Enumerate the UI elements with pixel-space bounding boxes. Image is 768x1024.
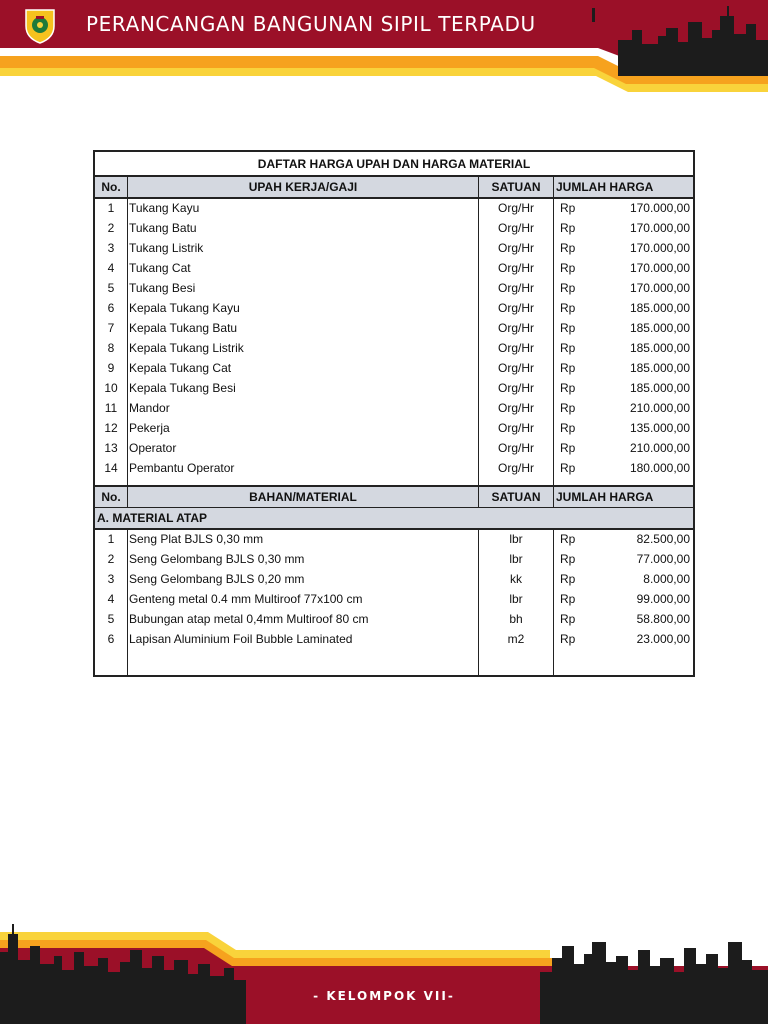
row-name: Kepala Tukang Besi: [129, 381, 236, 395]
row-number: 11: [104, 401, 118, 415]
row-number: 2: [107, 552, 115, 566]
row-currency: Rp: [560, 461, 576, 475]
row-number: 9: [107, 361, 115, 375]
row-currency: Rp: [560, 552, 576, 566]
row-number: 4: [107, 261, 115, 275]
column-divider: [127, 176, 128, 508]
row-unit: Org/Hr: [498, 341, 534, 355]
row-name: Tukang Listrik: [129, 241, 204, 255]
table-title-row: [95, 154, 693, 174]
table-row: [95, 629, 693, 649]
table-row: [95, 609, 693, 629]
row-number: 14: [104, 461, 118, 475]
row-currency: Rp: [560, 241, 576, 255]
row-price: 77.000,00: [636, 552, 690, 566]
table-row: [95, 278, 693, 298]
table-row: [95, 358, 693, 378]
row-unit: m2: [507, 632, 525, 646]
row-number: 12: [104, 421, 118, 435]
row-number: 3: [107, 572, 115, 586]
row-price: 99.000,00: [636, 592, 690, 606]
header-no: No.: [101, 180, 121, 194]
page-footer: [0, 912, 768, 1024]
row-number: 8: [107, 341, 115, 355]
row-currency: Rp: [560, 592, 576, 606]
row-price: 185.000,00: [629, 381, 690, 395]
material-header-row: [95, 487, 693, 507]
row-currency: Rp: [560, 321, 576, 335]
footer-banner: [0, 912, 768, 1024]
row-unit: kk: [510, 572, 522, 586]
row-number: 5: [107, 281, 115, 295]
row-name: Kepala Tukang Cat: [129, 361, 232, 375]
table-row: [95, 589, 693, 609]
footer-label: - KELOMPOK VII-: [313, 989, 455, 1003]
table-row: [95, 378, 693, 398]
table-row: [95, 398, 693, 418]
row-price: 185.000,00: [629, 301, 690, 315]
row-name: Operator: [129, 441, 177, 455]
section-title: A. MATERIAL ATAP: [97, 511, 207, 525]
row-unit: Org/Hr: [498, 201, 534, 215]
row-currency: Rp: [560, 261, 576, 275]
row-price: 185.000,00: [629, 321, 690, 335]
row-unit: Org/Hr: [498, 421, 534, 435]
row-number: 13: [104, 441, 118, 455]
row-currency: Rp: [560, 361, 576, 375]
row-name: Genteng metal 0.4 mm Multiroof 77x100 cm: [129, 592, 363, 606]
row-name: Bubungan atap metal 0,4mm Multiroof 80 cm: [129, 612, 369, 626]
table-row: [95, 338, 693, 358]
row-name: Pekerja: [129, 421, 170, 435]
row-name: Kepala Tukang Batu: [129, 321, 238, 335]
row-number: 6: [107, 301, 115, 315]
row-number: 6: [107, 632, 115, 646]
column-divider: [478, 176, 479, 508]
row-price: 82.500,00: [636, 532, 690, 546]
row-unit: Org/Hr: [498, 221, 534, 235]
header-name: UPAH KERJA/GAJI: [248, 180, 358, 194]
row-currency: Rp: [560, 441, 576, 455]
row-currency: Rp: [560, 612, 576, 626]
row-name: Tukang Cat: [129, 261, 191, 275]
table-row: [95, 438, 693, 458]
labor-header-row: [95, 177, 693, 197]
row-currency: Rp: [560, 401, 576, 415]
column-divider: [553, 176, 554, 508]
column-divider: [478, 528, 479, 675]
header-name: BAHAN/MATERIAL: [249, 490, 357, 504]
row-price: 180.000,00: [629, 461, 690, 475]
row-currency: Rp: [560, 632, 576, 646]
row-price: 185.000,00: [629, 361, 690, 375]
table-row: [95, 258, 693, 278]
row-price: 210.000,00: [629, 401, 690, 415]
header-unit: SATUAN: [491, 180, 541, 194]
row-number: 4: [107, 592, 115, 606]
row-currency: Rp: [560, 381, 576, 395]
row-currency: Rp: [560, 301, 576, 315]
column-divider: [553, 528, 554, 675]
table-row: [95, 238, 693, 258]
row-currency: Rp: [560, 281, 576, 295]
page-header: [0, 0, 768, 92]
table-row: [95, 198, 693, 218]
row-price: 210.000,00: [629, 441, 690, 455]
header-amount: JUMLAH HARGA: [556, 490, 654, 504]
row-unit: Org/Hr: [498, 301, 534, 315]
row-currency: Rp: [560, 572, 576, 586]
row-name: Tukang Kayu: [129, 201, 200, 215]
row-price: 185.000,00: [629, 341, 690, 355]
header-unit: SATUAN: [491, 490, 541, 504]
table-row: [95, 549, 693, 569]
row-unit: Org/Hr: [498, 241, 534, 255]
price-table: [93, 150, 695, 677]
table-row: [95, 569, 693, 589]
row-currency: Rp: [560, 221, 576, 235]
row-unit: Org/Hr: [498, 281, 534, 295]
header-no: No.: [101, 490, 121, 504]
row-unit: Org/Hr: [498, 461, 534, 475]
row-price: 23.000,00: [636, 632, 690, 646]
row-number: 5: [107, 612, 115, 626]
table-title: DAFTAR HARGA UPAH DAN HARGA MATERIAL: [257, 157, 531, 171]
header-amount: JUMLAH HARGA: [556, 180, 654, 194]
row-unit: Org/Hr: [498, 381, 534, 395]
row-unit: Org/Hr: [498, 261, 534, 275]
row-price: 58.800,00: [636, 612, 690, 626]
row-unit: lbr: [509, 552, 523, 566]
row-name: Seng Gelombang BJLS 0,30 mm: [129, 552, 305, 566]
table-row: [95, 298, 693, 318]
row-price: 170.000,00: [629, 241, 690, 255]
row-price: 170.000,00: [629, 281, 690, 295]
table-row: [95, 529, 693, 549]
row-number: 10: [104, 381, 118, 395]
table-row: [95, 318, 693, 338]
row-price: 8.000,00: [643, 572, 690, 586]
row-unit: Org/Hr: [498, 361, 534, 375]
row-name: Lapisan Aluminium Foil Bubble Laminated: [129, 632, 353, 646]
row-number: 2: [107, 221, 115, 235]
page-title: PERANCANGAN BANGUNAN SIPIL TERPADU: [86, 12, 536, 36]
row-currency: Rp: [560, 201, 576, 215]
row-number: 3: [107, 241, 115, 255]
row-name: Seng Plat BJLS 0,30 mm: [129, 532, 264, 546]
row-unit: Org/Hr: [498, 441, 534, 455]
row-name: Pembantu Operator: [129, 461, 235, 475]
row-price: 170.000,00: [629, 201, 690, 215]
row-currency: Rp: [560, 532, 576, 546]
row-currency: Rp: [560, 341, 576, 355]
table-row: [95, 458, 693, 478]
row-price: 170.000,00: [629, 221, 690, 235]
row-name: Tukang Batu: [129, 221, 197, 235]
column-divider: [127, 528, 128, 675]
row-name: Kepala Tukang Kayu: [129, 301, 240, 315]
row-unit: lbr: [509, 532, 523, 546]
row-name: Seng Gelombang BJLS 0,20 mm: [129, 572, 305, 586]
university-crest-icon: [22, 6, 58, 44]
table-row: [95, 218, 693, 238]
row-name: Mandor: [129, 401, 170, 415]
row-unit: Org/Hr: [498, 321, 534, 335]
row-name: Kepala Tukang Listrik: [129, 341, 244, 355]
row-price: 170.000,00: [629, 261, 690, 275]
table-row: [95, 418, 693, 438]
row-unit: bh: [509, 612, 523, 626]
row-price: 135.000,00: [629, 421, 690, 435]
row-unit: Org/Hr: [498, 401, 534, 415]
row-name: Tukang Besi: [129, 281, 196, 295]
row-unit: lbr: [509, 592, 523, 606]
row-currency: Rp: [560, 421, 576, 435]
row-number: 7: [107, 321, 115, 335]
row-number: 1: [107, 201, 115, 215]
row-number: 1: [107, 532, 115, 546]
section-row: [95, 508, 693, 528]
